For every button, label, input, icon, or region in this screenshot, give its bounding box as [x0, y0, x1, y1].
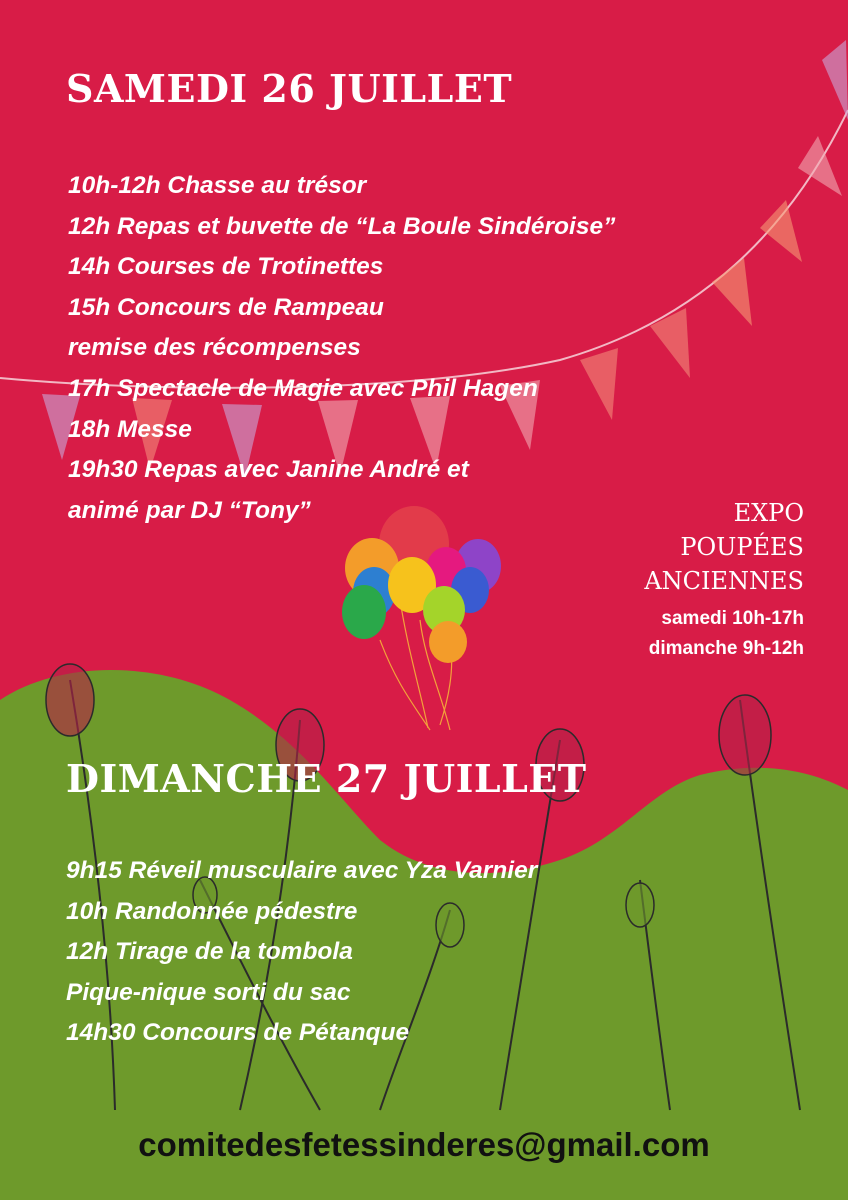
expo-time-saturday: samedi 10h-17h [661, 608, 804, 629]
event-item: Pique-nique sorti du sac [66, 978, 351, 1006]
event-item: 10h-12h Chasse au trésor [68, 172, 367, 199]
expo-title-line: ANCIENNES [644, 567, 804, 595]
expo-block [644, 496, 804, 664]
sunday-events [66, 851, 537, 1054]
event-item: remise des récompenses [68, 334, 361, 362]
expo-title-line: EXPO [733, 499, 804, 527]
saturday-events [68, 166, 615, 531]
event-item: 14h30 Concours de Pétanque [66, 1019, 410, 1047]
event-item: 10h Randonnée pédestre [66, 897, 358, 925]
event-item: 17h Spectacle de Magie avec Phil Hagen [68, 374, 538, 402]
event-item: 12h Tirage de la tombola [66, 938, 353, 966]
event-item: 9h15 Réveil musculaire avec Yza Varnier [66, 857, 538, 884]
balloon-bunch [342, 506, 501, 730]
expo-title-line: POUPÉES [680, 533, 804, 561]
sunday-title: DIMANCHE 27 JUILLET [66, 756, 587, 801]
saturday-title: SAMEDI 26 JUILLET [66, 66, 513, 111]
event-item: 19h30 Repas avec Janine André et [68, 456, 469, 484]
event-item: 18h Messe [68, 415, 192, 443]
event-item: 12h Repas et buvette de “La Boule Sindéroise” [68, 212, 616, 240]
contact-email: comitedesfetessinderes@gmail.com [138, 1126, 710, 1163]
event-item: 15h Concours de Rampeau [68, 293, 384, 321]
event-item: animé par DJ “Tony” [68, 496, 311, 524]
expo-time-sunday: dimanche 9h-12h [648, 638, 804, 659]
event-item: 14h Courses de Trotinettes [68, 253, 384, 281]
